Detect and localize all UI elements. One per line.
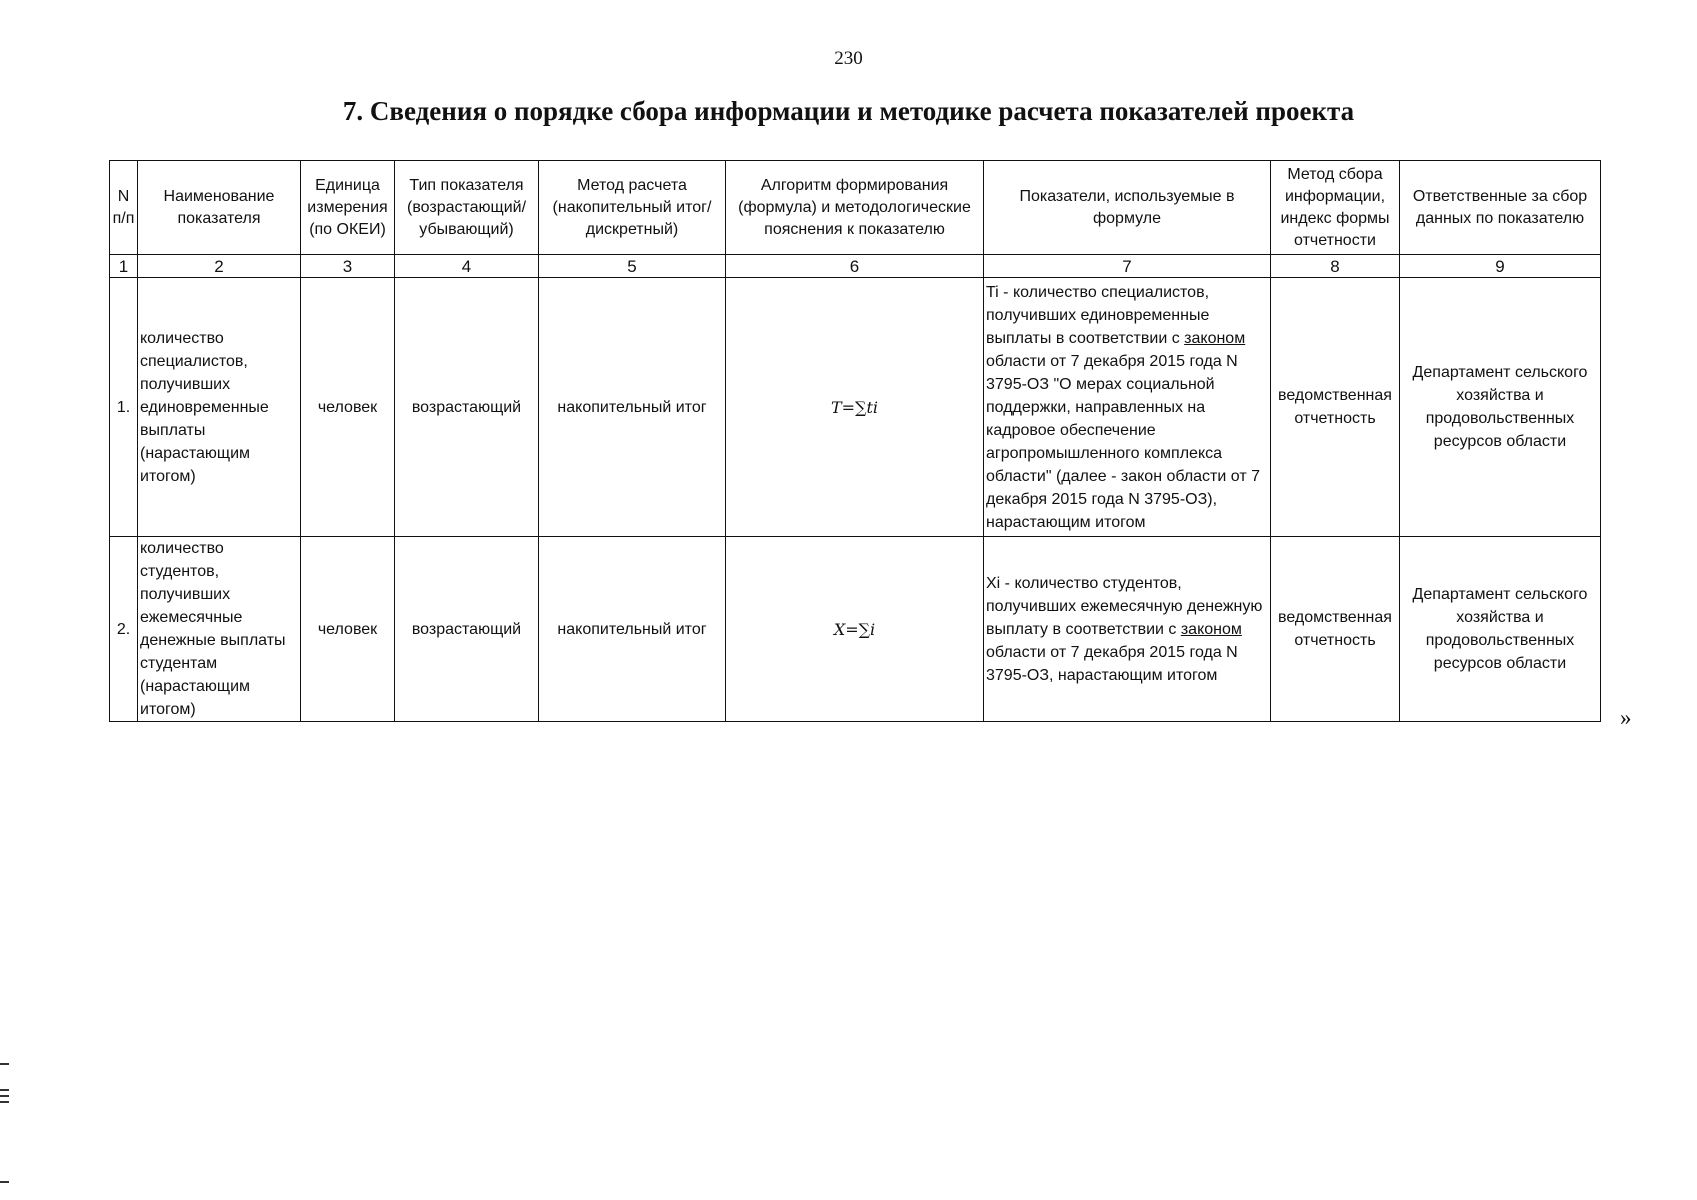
page-number: 230 (834, 48, 863, 69)
margin-mark (0, 1089, 9, 1091)
header-cell-algorithm: Алгоритм формирования (формула) и методологические пояснения к показателю (726, 161, 984, 255)
column-number: 3 (301, 255, 395, 278)
row-number: 1. (110, 278, 138, 537)
section-title: 7. Сведения о порядке сбора информации и методике расчета показателей проекта (342, 96, 1355, 126)
row-number: 2. (110, 537, 138, 722)
indicators-cell (984, 278, 1271, 537)
column-number: 5 (539, 255, 726, 278)
responsible-cell: Департамент сельского хозяйства и продовольственных ресурсов области (1400, 537, 1601, 722)
type-cell: возрастающий (395, 278, 539, 537)
responsible-cell: Департамент сельского хозяйства и продовольственных ресурсов области (1400, 278, 1601, 537)
header-cell-responsible: Ответственные за сбор данных по показателю (1400, 161, 1601, 255)
margin-mark (0, 1181, 9, 1183)
header-cell-num: N п/п (110, 161, 138, 255)
method-cell: накопительный итог (539, 537, 726, 722)
unit-cell: человек (301, 537, 395, 722)
header-cell-indicators: Показатели, используемые в формуле (984, 161, 1271, 255)
column-number: 6 (726, 255, 984, 278)
law-link[interactable]: законом (1184, 329, 1246, 347)
column-number: 7 (984, 255, 1271, 278)
indicators-text: Xi - количество студентов, получивших ежемесячную денежную выплату в соответствии с (986, 574, 1263, 638)
closing-quote-mark: » (1620, 705, 1632, 730)
indicator-name: количество студентов, получивших ежемесячные денежные выплаты студентам (нарастающим итогом) (138, 537, 301, 722)
column-number: 8 (1271, 255, 1400, 278)
margin-mark (0, 1063, 9, 1065)
collection-cell: ведомственная отчетность (1271, 278, 1400, 537)
margin-mark (0, 1095, 9, 1097)
margin-mark (0, 1101, 9, 1103)
indicators-text: области от 7 декабря 2015 года N 3795-ОЗ, нарастающим итогом (986, 643, 1238, 684)
indicators-text: области от 7 декабря 2015 года N 3795-ОЗ "О мерах социальной поддержки, направленных на кадровое обеспечение агропромышленного комплекса области" (далее - закон области от 7 декабря 2015 года N 3795-ОЗ), нарастающим итогом (986, 352, 1260, 531)
column-number: 1 (110, 255, 138, 278)
indicator-name: количество специалистов, получивших единовременные выплаты (нарастающим итогом) (138, 278, 301, 537)
table-row (110, 278, 1601, 537)
type-cell: возрастающий (395, 537, 539, 722)
header-cell-collection: Метод сбора информации, индекс формы отчетности (1271, 161, 1400, 255)
header-cell-type: Тип показателя (возрастающий/убывающий) (395, 161, 539, 255)
method-cell: накопительный итог (539, 278, 726, 537)
unit-cell: человек (301, 278, 395, 537)
collection-cell: ведомственная отчетность (1271, 537, 1400, 722)
column-number: 4 (395, 255, 539, 278)
indicators-text: Ti - количество специалистов, получивших единовременные выплаты в соответствии с (986, 283, 1210, 347)
law-link[interactable]: законом (1180, 620, 1242, 638)
column-number: 2 (138, 255, 301, 278)
table-row (110, 537, 1601, 722)
formula-cell: X=∑i (726, 537, 984, 722)
indicators-table (109, 160, 1601, 722)
indicators-cell (984, 537, 1271, 722)
header-cell-method: Метод расчета (накопительный итог/дискретный) (539, 161, 726, 255)
header-row (110, 161, 1601, 255)
header-cell-name: Наименование показателя (138, 161, 301, 255)
column-number: 9 (1400, 255, 1601, 278)
header-cell-unit: Единица измерения (по ОКЕИ) (301, 161, 395, 255)
formula-cell: T=∑ti (726, 278, 984, 537)
column-number-row (110, 255, 1601, 278)
